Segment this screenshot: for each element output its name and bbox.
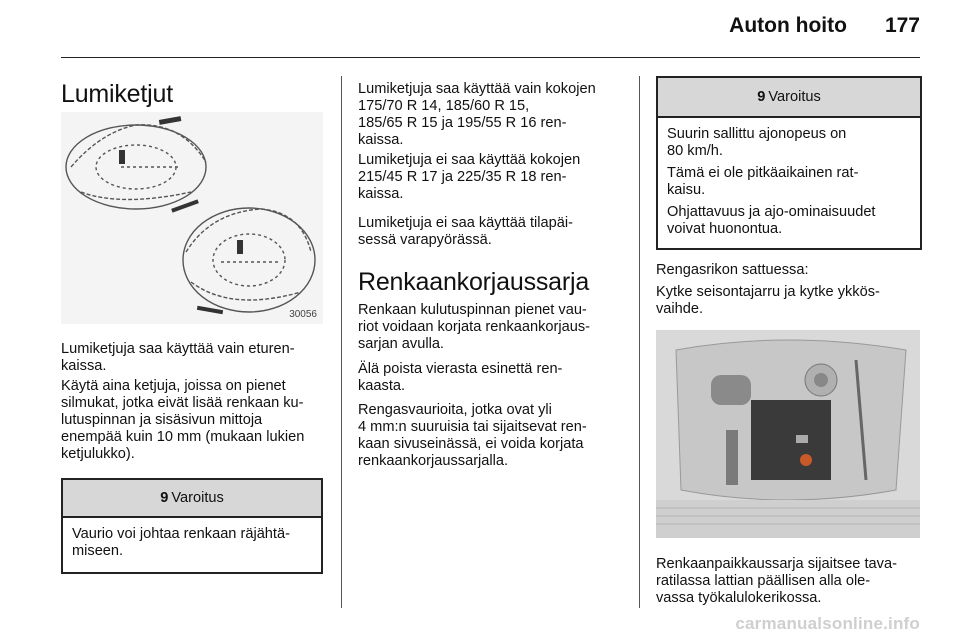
section-heading-snow-chains: Lumiketjut [61,80,173,108]
warning-header [63,480,321,518]
column-divider-2 [639,76,640,608]
warning-text: Tämä ei ole pitkäaikainen rat- kaisu. [667,165,859,198]
warning-title: Varoitus [171,490,224,506]
warning-body [63,518,321,560]
snow-chains-illustration [61,112,323,324]
warning-icon: 9 [160,490,169,506]
paragraph: Käytä aina ketjuja, joissa on pienet silmukat, jotka eivät lisää renkaan ku- lutuspinnan ja sisäsivun mittoja enempää kuin 10 mm (mukaan lukien ketjulukko). [61,378,305,462]
warning-title: Varoitus [768,89,821,105]
column-divider-1 [341,76,342,608]
paragraph: Rengasvaurioita, jotka ovat yli 4 mm:n suuruisia tai sijaitsevat ren- kaan sivuseinässä, ei voida korjata renkaankorjaussarjalla. [358,402,587,469]
warning-text: Vaurio voi johtaa renkaan räjähtä- miseen. [72,526,290,559]
warning-box [656,76,922,250]
paragraph: Rengasrikon sattuessa: [656,262,809,278]
page-number: 177 [884,14,920,37]
section-heading-repair-kit: Renkaankorjaussarja [358,268,590,296]
repair-kit-drawing [656,330,920,538]
paragraph: Lumiketjuja saa käyttää vain kokojen 175/70 R 14, 185/60 R 15, 185/65 R 15 ja 195/55 R 16 ren- kaissa. [358,81,596,148]
paragraph: Kytke seisontajarru ja kytke ykkös- vaihde. [656,284,880,317]
section-title: Auton hoito [729,14,847,37]
image-number: 30056 [289,309,317,320]
warning-text: Ohjattavuus ja ajo-ominaisuudet voivat huonontua. [667,204,876,237]
image-caption: Renkaanpaikkaussarja sijaitsee tava- ratilassa lattian päällisen alla ole- vassa työkalulokerikossa. [656,556,897,606]
paragraph: Lumiketjuja ei saa käyttää tilapäi- sessä varapyörässä. [358,215,573,248]
warning-icon: 9 [757,89,766,105]
repair-kit-photo [656,330,920,538]
warning-header [658,78,920,118]
paragraph: Älä poista vierasta esinettä ren- kaasta. [358,361,563,394]
watermark: carmanualsonline.info [735,614,920,633]
snow-chains-drawing [61,112,323,324]
paragraph: Lumiketjuja saa käyttää vain eturen- kaissa. [61,341,295,374]
paragraph: Renkaan kulutuspinnan pienet vau- riot voidaan korjata renkaankorjaus- sarjan avulla. [358,302,591,352]
warning-text: Suurin sallittu ajonopeus on 80 km/h. [667,126,847,159]
page-header [729,14,920,38]
header-rule [61,57,920,58]
paragraph: Lumiketjuja ei saa käyttää kokojen 215/45 R 17 ja 225/35 R 18 ren- kaissa. [358,152,581,202]
warning-box [61,478,323,574]
warning-body [658,118,920,238]
